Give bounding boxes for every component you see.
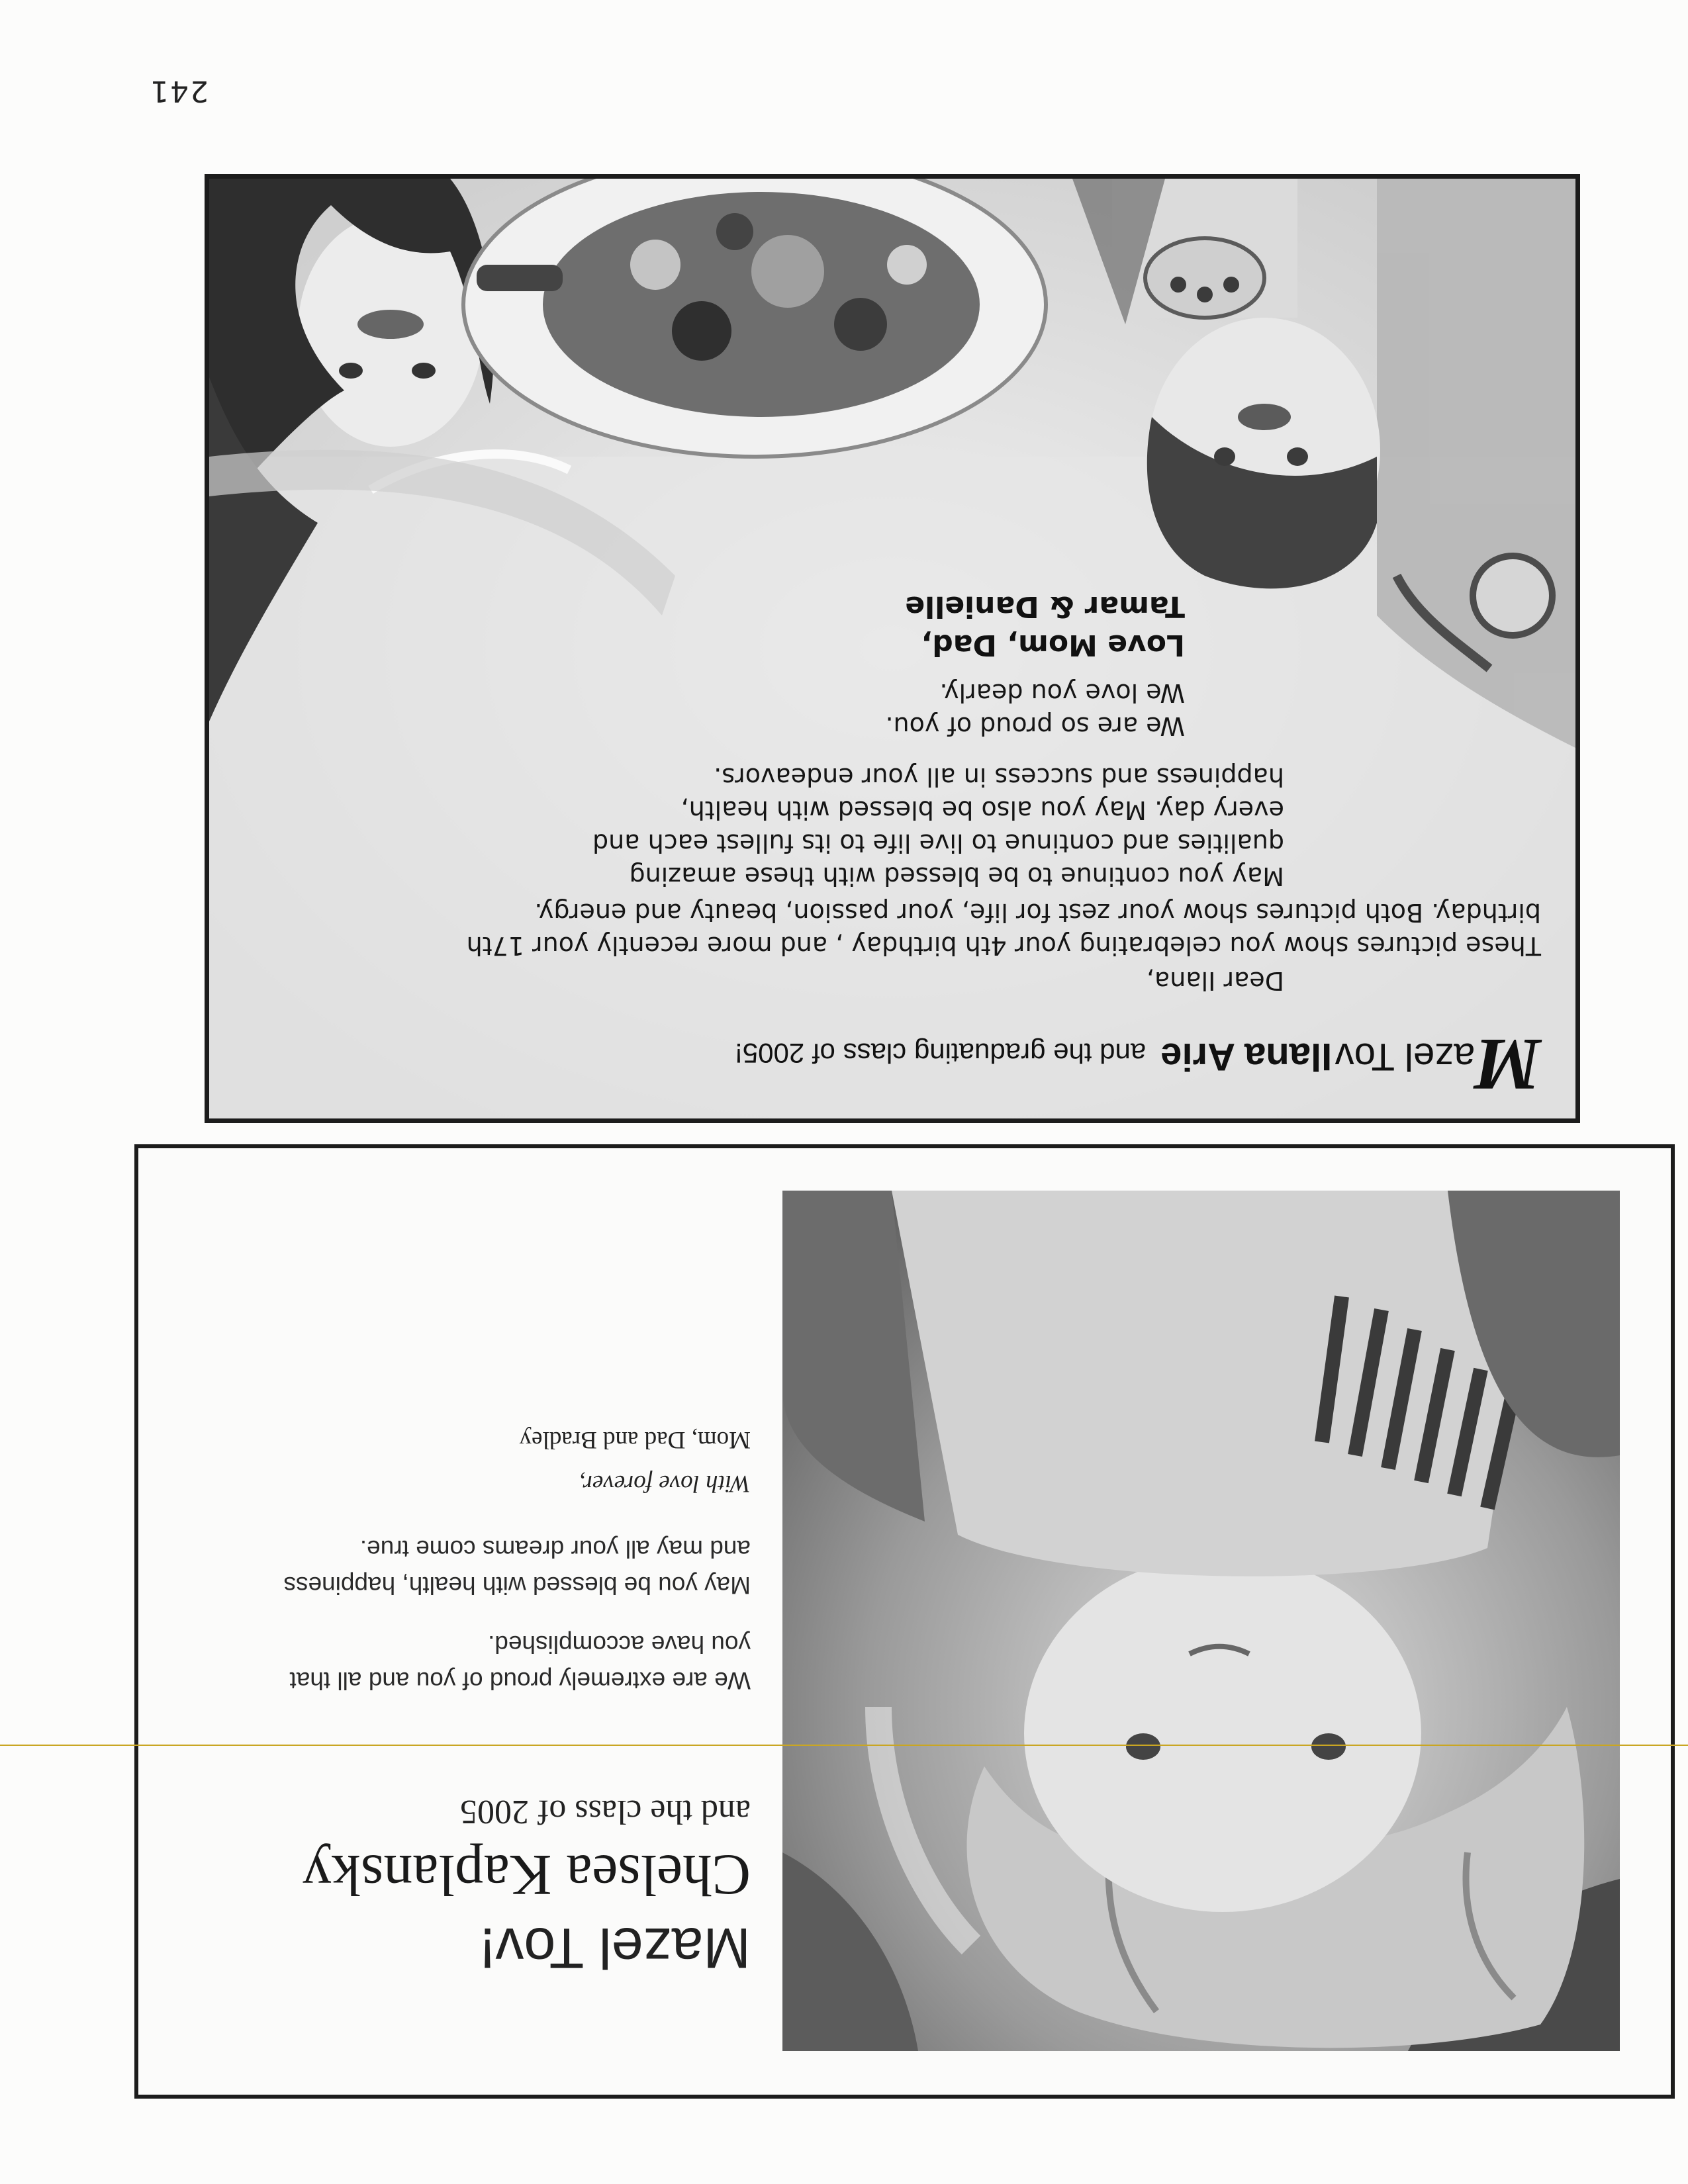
scanner-artifact-line	[0, 1745, 1688, 1746]
kaplansky-message-line: We are extremely proud of you and all that	[289, 1667, 751, 1694]
kaplansky-message-line: May you be blessed with health, happiness	[283, 1572, 751, 1599]
kaplansky-class-line: and the class of 2005	[459, 1793, 751, 1831]
arie-body-line: qualities and continue to live life to its fullest each and	[592, 829, 1284, 858]
arie-signature-line: Love Mom, Dad,	[921, 628, 1185, 662]
kaplansky-portrait-photo	[782, 1191, 1620, 2051]
ad-chelsea-kaplansky	[134, 1144, 1675, 2099]
arie-closing-line: We are so proud of you.	[885, 711, 1185, 741]
arie-heading-mazel: azel Tov	[1335, 1035, 1476, 1078]
page-number: 241	[149, 74, 209, 108]
arie-body-line: every day. May you also be blessed with health,	[680, 796, 1284, 825]
arie-heading-initial: M	[1475, 1023, 1541, 1105]
arie-greeting: Dear Ilana,	[1146, 966, 1284, 995]
kaplansky-closing: With love forever,	[579, 1470, 751, 1497]
arie-body-line: happiness and success in all your endeavors.	[714, 762, 1284, 792]
kaplansky-text-block	[155, 1148, 751, 2095]
arie-heading-tail: and the graduating class of 2005!	[735, 1038, 1147, 1069]
kaplansky-message-line: you have accomplished.	[488, 1631, 751, 1658]
arie-heading-name: Ilana Arie	[1160, 1035, 1333, 1078]
arie-body-line: May you continue to be blessed with these amazing	[629, 862, 1284, 891]
arie-text-block	[209, 179, 1575, 1118]
kaplansky-title: Mazel Tov!	[479, 1916, 751, 1979]
arie-body-line: birthday. Both pictures show your zest for life, your passion, beauty and energy.	[534, 898, 1541, 927]
arie-body-line: These pictures show you celebrating your 4th birthday , and more recently your 17th	[466, 931, 1541, 960]
ad-ilana-arie	[205, 174, 1580, 1123]
arie-signature-line: Tamar & Danielle	[905, 590, 1185, 623]
arie-heading	[735, 1021, 1541, 1107]
kaplansky-signature: Mom, Dad and Bradley	[519, 1426, 751, 1453]
kaplansky-name: Chelsea Kaplansky	[303, 1843, 751, 1907]
arie-closing-line: We love you dearly.	[939, 678, 1185, 707]
kaplansky-message-line: and may all your dreams come true.	[359, 1535, 751, 1563]
